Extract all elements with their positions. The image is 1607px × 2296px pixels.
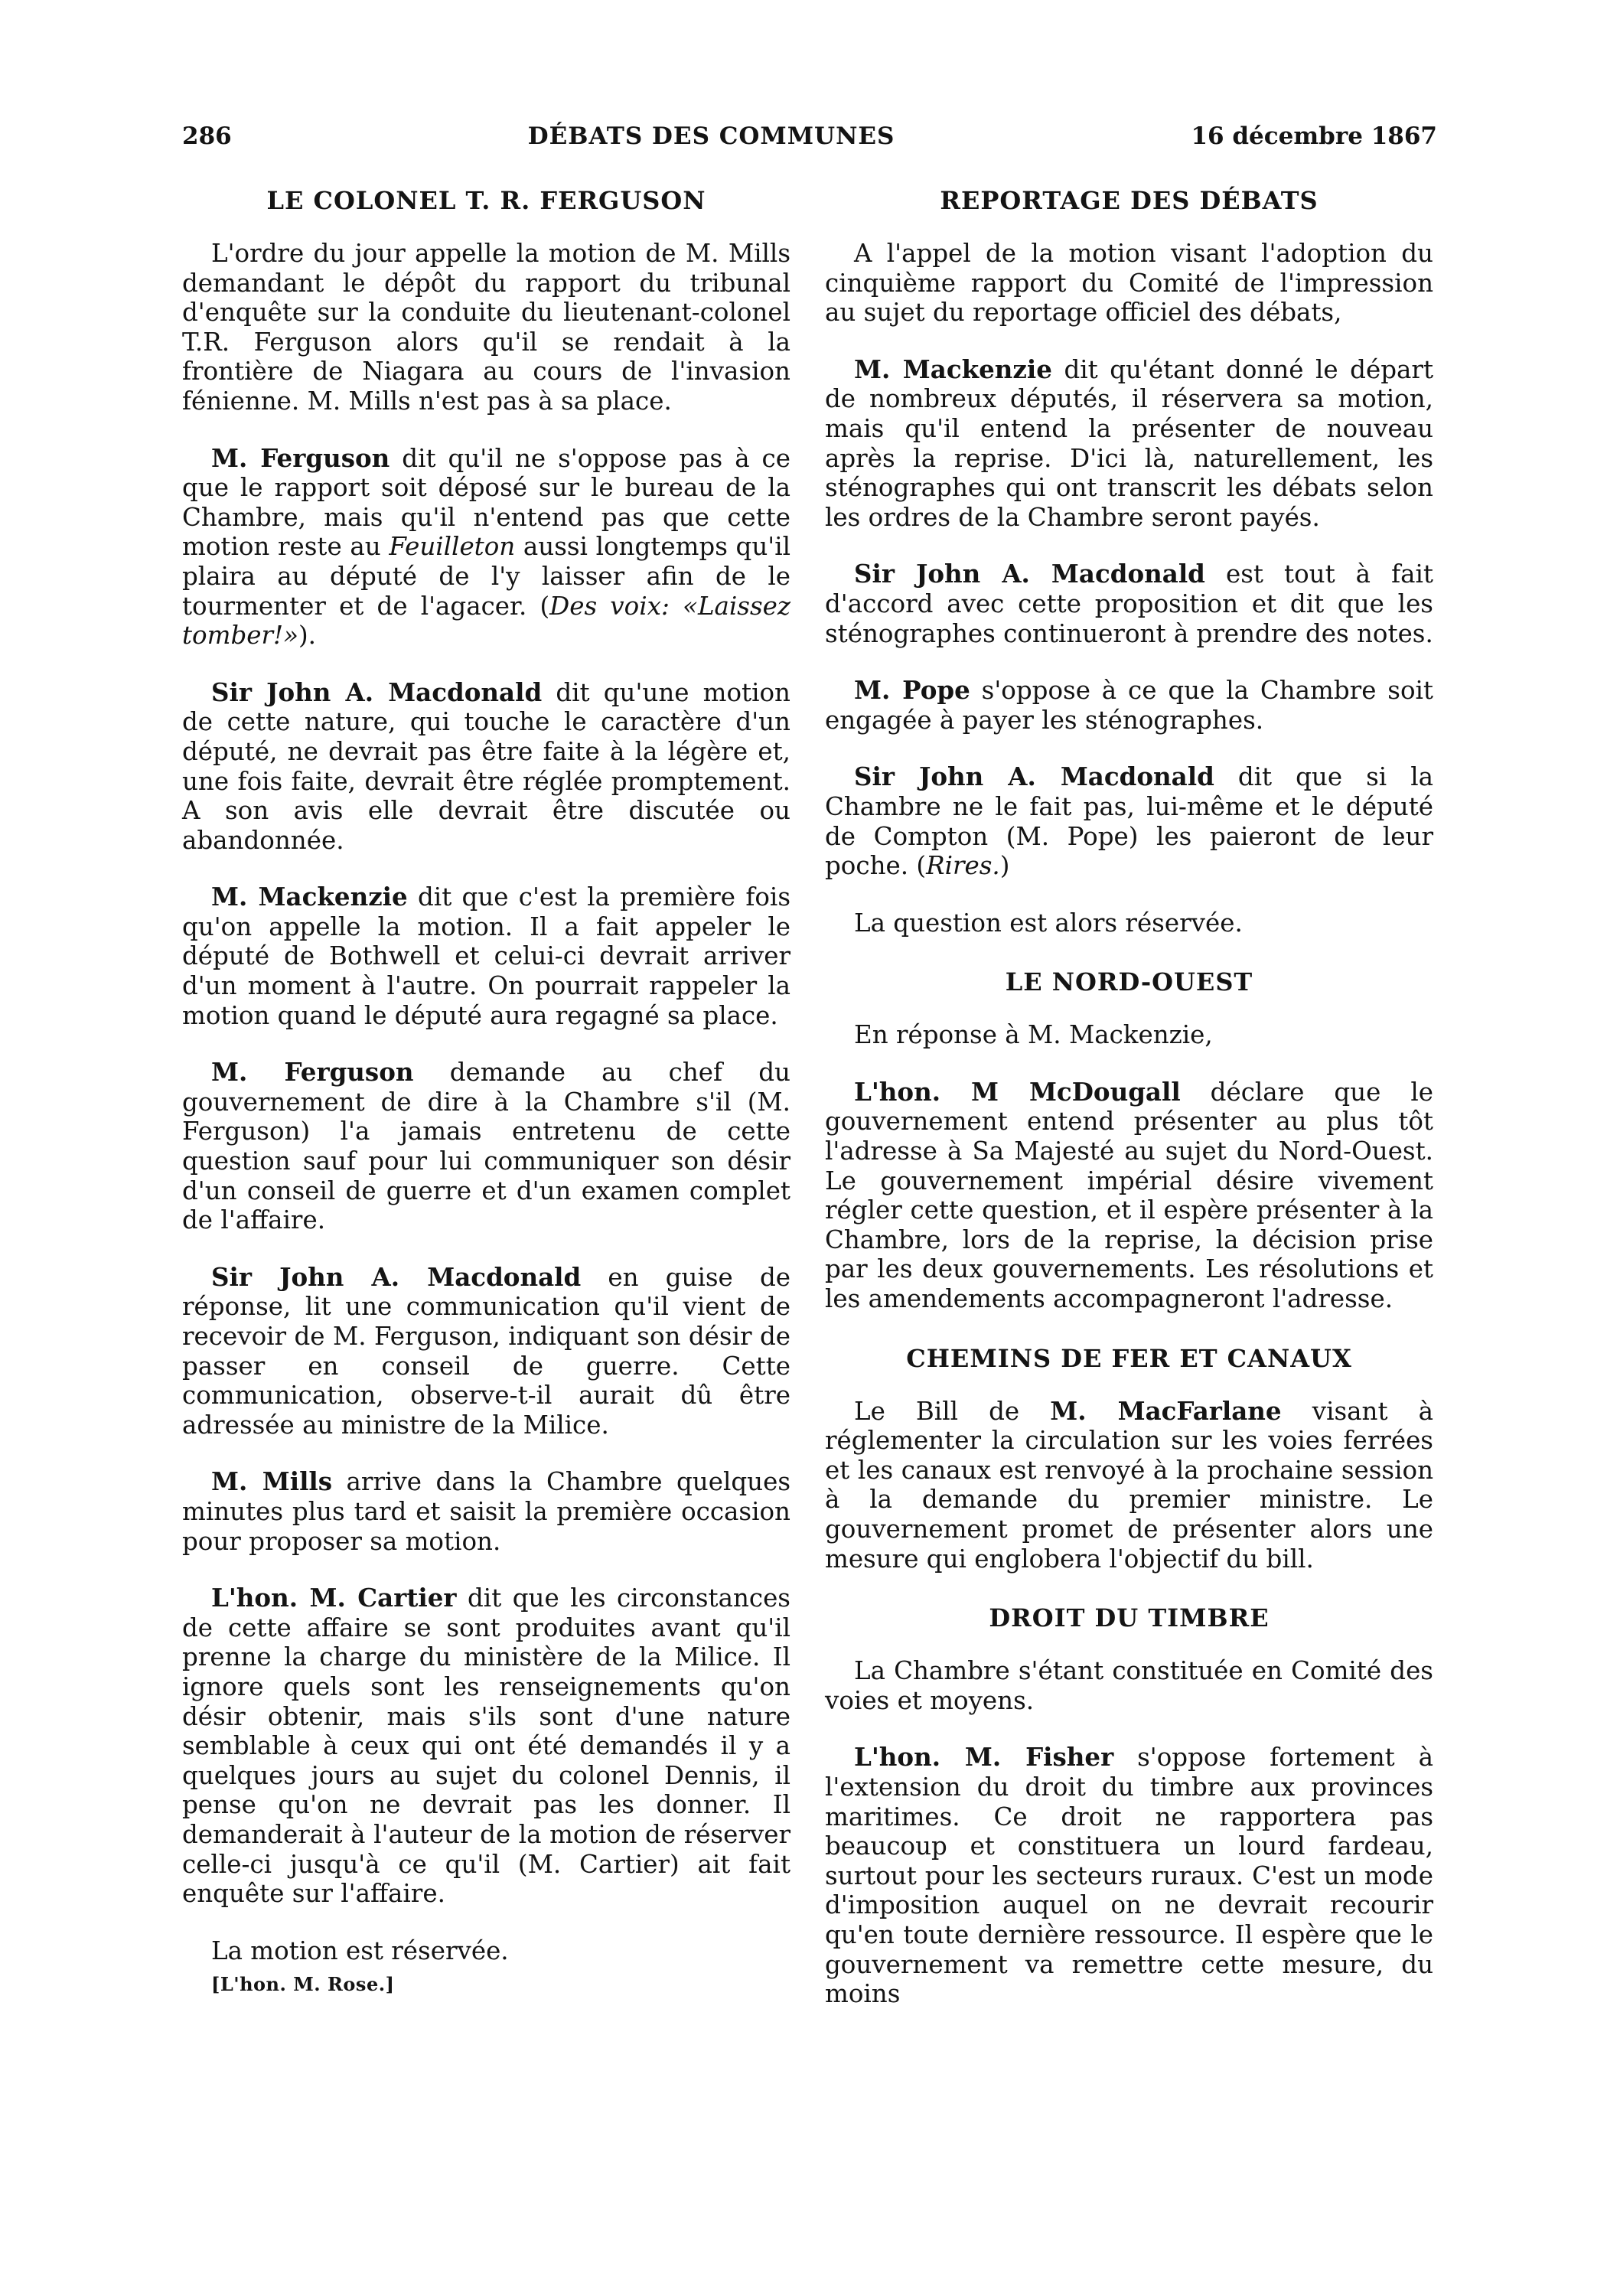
paragraph — [825, 908, 1433, 938]
page-number: 286 — [182, 122, 232, 150]
italic-text: Rires. — [926, 851, 1000, 881]
paragraph — [825, 1078, 1433, 1314]
section-title-ferguson: LE COLONEL T. R. FERGUSON — [266, 186, 706, 215]
paragraph — [182, 1583, 790, 1909]
paragraph-text: en guise de réponse, lit une communication qu'il vient de recevoir de M. Ferguson, indiquant son désir de passer en conseil de guerre. Cette communication, observe-t-il aurait dû être adressée au ministre de la Milice. — [182, 1262, 790, 1440]
speaker-name: M. Pope — [854, 675, 970, 706]
paragraph-text: Le Bill de — [854, 1396, 1051, 1426]
paragraph-text: A l'appel de la motion visant l'adoption du cinquième rapport du Comité de l'impression au sujet du reportage officiel des débats, — [825, 239, 1433, 328]
paragraph-text: La motion est réservée. — [211, 1936, 509, 1965]
paragraph — [825, 762, 1433, 880]
speaker-name: L'hon. M. Cartier — [211, 1583, 457, 1613]
paragraph-text: ). — [298, 621, 316, 651]
speaker-name: Sir John A. Macdonald — [854, 762, 1214, 792]
speaker-name: M. MacFarlane — [1050, 1395, 1282, 1426]
paragraph-text: s'oppose fortement à l'extension du droit du timbre aux provinces maritimes. Ce droit ne rapportera pas beaucoup et constituera un lourd fardeau, surtout pour les secteurs ruraux. C'est un mode d'imposition auquel on ne devrait recourir qu'en toute dernière ressource. Il espère que le gouvernement va remettre cette mesure, du moins — [825, 1743, 1433, 2009]
paragraph-text: L'ordre du jour appelle la motion de M. Mills demandant le dépôt du rapport du tribunal d'enquête sur la conduite du lieutenant-colonel T.R. Ferguson alors qu'il se rendait à la frontière de Niagara au cours de l'invasion fénienne. M. Mills n'est pas à sa place. — [182, 239, 790, 416]
paragraph — [182, 239, 790, 416]
paragraph-text: dit qu'il ne s'oppose pas à ce que le rapport soit déposé sur le bureau de la Chambre, mais qu'il n'entend pas que cette motion reste au — [182, 443, 790, 562]
paragraph — [182, 882, 790, 1030]
paragraph-text: arrive dans la Chambre quelques minutes plus tard et saisit la première occasion pour proposer sa motion. — [182, 1467, 790, 1556]
speaker-name: Sir John A. Macdonald — [211, 1261, 582, 1292]
paragraph-text: visant à réglementer la circulation sur les voies ferrées et les canaux est renvoyé à la prochaine session à la demande du premier ministre. Le gouvernement promet de présenter alors une mesure qui englobera l'objectif du bill. — [825, 1396, 1433, 1574]
paragraph-text: déclare que le gouvernement entend présenter au plus tôt l'adresse à Sa Majesté au sujet du Nord-Ouest. Le gouvernement impérial désire vivement régler cette question, et il espère présenter à la Chambre, lors de la reprise, la décision prise par les deux gouvernements. Les résolutions et les amendements accompagneront l'adresse. — [825, 1077, 1433, 1314]
paragraph-text: est tout à fait d'accord avec cette proposition et dit que les sténographes continueront à prendre des notes. — [825, 559, 1433, 648]
italic-text: Feuilleton — [389, 532, 516, 562]
paragraph — [825, 1656, 1433, 1715]
page-date: 16 décembre 1867 — [1191, 122, 1437, 150]
paragraph-text: demande au chef du gouvernement de dire à la Chambre s'il (M. Ferguson) l'a jamais entretenu de cette question sauf pour lui communiquer son désir d'un conseil de guerre et d'un examen complet de l'affaire. — [182, 1058, 790, 1235]
paragraph — [182, 1058, 790, 1235]
paragraph-text: dit que si la Chambre ne le fait pas, lui-même et le député de Compton (M. Pope) les paieront de leur poche. ( — [825, 762, 1433, 881]
paragraph-text: En réponse à M. Mackenzie, — [854, 1020, 1213, 1050]
paragraph-text: dit qu'étant donné le départ de nombreux députés, il réservera sa motion, mais qu'il entend la présenter de nouveau après la reprise. D'ici là, naturellement, les sténographes qui ont transcrit les débats selon les ordres de la Chambre seront payés. — [825, 354, 1434, 532]
paragraph-text: dit qu'une motion de cette nature, qui touche le caractère d'un député, ne devrait pas être faite à la légère et, une fois faite, devrait être réglée promptement. A son avis elle devrait être discutée ou abandonnée. — [182, 677, 790, 855]
left-column — [182, 184, 790, 1995]
speaker-name: Sir John A. Macdonald — [211, 677, 543, 707]
paragraph-text: ) — [999, 851, 1010, 881]
italic-text: Des voix: «Laissez tomber!» — [182, 591, 791, 651]
speaker-name: L'hon. M. Fisher — [854, 1742, 1114, 1773]
paragraph — [182, 1263, 790, 1440]
paragraph-text: aussi longtemps qu'il plaira au député de l'y laisser afin de le tourmenter et de l'agacer. ( — [182, 532, 790, 621]
speaker-name: M. Mackenzie — [854, 354, 1052, 384]
paragraph — [825, 559, 1433, 648]
paragraph — [182, 1936, 790, 1966]
paragraph — [825, 1020, 1433, 1050]
speaker-signature: [L'hon. M. Rose.] — [211, 1973, 395, 1996]
paragraph — [825, 1743, 1433, 2008]
section-title-droit-du-timbre: DROIT DU TIMBRE — [989, 1603, 1270, 1633]
paragraph — [825, 676, 1433, 735]
speaker-name: M. Ferguson — [211, 442, 390, 473]
paragraph-text: s'oppose à ce que la Chambre soit engagée à payer les sténographes. — [825, 676, 1433, 735]
speaker-name: Sir John A. Macdonald — [854, 559, 1205, 589]
paragraph — [182, 678, 790, 856]
paragraph — [182, 444, 790, 651]
speaker-name: M. Mackenzie — [211, 882, 408, 912]
paragraph-text: La question est alors réservée. — [854, 908, 1243, 938]
speaker-name: M. Mills — [211, 1466, 333, 1497]
section-title-nord-ouest: LE NORD-OUEST — [1005, 967, 1253, 997]
paragraph — [825, 1397, 1433, 1574]
paragraph — [182, 1467, 790, 1556]
section-title-reportage: REPORTAGE DES DÉBATS — [940, 186, 1319, 215]
section-title-chemins-de-fer: CHEMINS DE FER ET CANAUX — [906, 1343, 1352, 1373]
paragraph-text: dit que c'est la première fois qu'on appelle la motion. Il a fait appeler le député de Bothwell et celui-ci devrait arriver d'un moment à l'autre. On pourrait rappeler la motion quand le député aura regagné sa place. — [182, 882, 790, 1030]
paragraph — [825, 239, 1433, 328]
speaker-name: L'hon. M McDougall — [854, 1076, 1181, 1107]
page-header — [182, 122, 1437, 168]
speaker-name: M. Ferguson — [211, 1057, 414, 1088]
running-title: DÉBATS DES COMMUNES — [527, 122, 895, 150]
paragraph — [825, 355, 1433, 533]
paragraph-text: La Chambre s'étant constituée en Comité des voies et moyens. — [825, 1656, 1433, 1715]
paragraph-text: dit que les circonstances de cette affaire se sont produites avant qu'il prenne la charge du ministère de la Milice. Il ignore quels sont les renseignements qu'on désir obtenir, mais s'ils sont d'une nature semblable à ceux qui ont été demandés il y a quelques jours au sujet du colonel Dennis, il pense qu'on ne devrait pas les donner. Il demanderait à l'auteur de la motion de réserver celle-ci jusqu'à ce qu'il (M. Cartier) ait fait enquête sur l'affaire. — [182, 1583, 790, 1909]
right-column — [825, 184, 1433, 2037]
